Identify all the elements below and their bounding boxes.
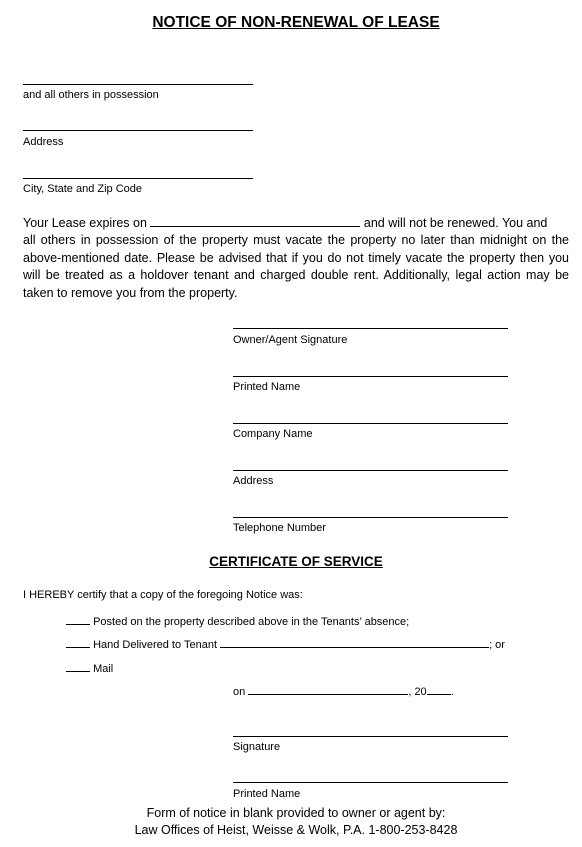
certificate-printed-name-label: Printed Name <box>233 788 301 800</box>
notice-first-line <box>23 214 569 232</box>
mail-checkbox-blank[interactable] <box>66 661 90 672</box>
year-period: . <box>450 686 454 698</box>
service-option-mail <box>66 661 113 675</box>
hand-delivered-tenant-blank[interactable] <box>220 637 489 648</box>
date-comma: , <box>408 686 412 698</box>
owner-signature-label: Owner/Agent Signature <box>233 334 348 346</box>
lease-expires-text: Your Lease expires on <box>23 216 147 230</box>
tenant-address-line[interactable] <box>23 130 253 131</box>
or-text: ; or <box>489 639 505 651</box>
tenant-city-label: City, State and Zip Code <box>23 183 143 195</box>
not-renewed-text: and will not be renewed. You and <box>363 216 548 230</box>
posted-checkbox-blank[interactable] <box>66 614 90 625</box>
service-date-blank[interactable] <box>248 684 408 695</box>
telephone-label: Telephone Number <box>233 522 326 534</box>
hand-delivered-option-label: Hand Delivered to Tenant <box>93 639 217 651</box>
tenant-name-label: and all others in possession <box>23 89 159 101</box>
hand-delivered-checkbox-blank[interactable] <box>66 637 90 648</box>
owner-signature-line[interactable] <box>233 328 508 329</box>
mail-option-label: Mail <box>93 663 114 675</box>
notice-paragraph <box>23 214 569 302</box>
document-title: NOTICE OF NON-RENEWAL OF LEASE <box>152 14 440 31</box>
tenant-name-line[interactable] <box>23 84 253 85</box>
posted-option-label: Posted on the property described above in the Tenants’ absence; <box>93 616 410 628</box>
company-name-label: Company Name <box>233 428 313 440</box>
telephone-line[interactable] <box>233 517 508 518</box>
certify-text: I HEREBY certify that a copy of the foregoing Notice was: <box>23 589 303 601</box>
service-option-posted <box>66 614 409 628</box>
company-name-line[interactable] <box>233 423 508 424</box>
certificate-signature-line[interactable] <box>233 736 508 737</box>
printed-name-label: Printed Name <box>233 381 301 393</box>
service-option-hand-delivered <box>66 637 505 651</box>
footer-line-2: Law Offices of Heist, Weisse & Wolk, P.A. 1-800-253-8428 <box>134 823 458 837</box>
tenant-city-line[interactable] <box>23 178 253 179</box>
footer-line-1: Form of notice in blank provided to owner or agent by: <box>146 806 446 820</box>
certificate-title: CERTIFICATE OF SERVICE <box>209 554 383 569</box>
on-label: on <box>233 686 246 698</box>
certificate-printed-name-line[interactable] <box>233 782 508 783</box>
service-year-blank[interactable] <box>427 684 451 695</box>
printed-name-line[interactable] <box>233 376 508 377</box>
certificate-signature-label: Signature <box>233 741 281 753</box>
owner-address-line[interactable] <box>233 470 508 471</box>
service-date-row <box>233 684 454 698</box>
notice-body-text: all others in possession of the property must vacate the property no later than midnight on the above-mentioned date. Please be advised that if you do not timely vacate the property then you will be treated as a holdover tenant and charged double rent. Additionally, legal action may be taken to remove you from the property. <box>23 233 569 300</box>
tenant-address-label: Address <box>23 136 64 148</box>
owner-address-label: Address <box>233 475 274 487</box>
lease-expiry-date-blank[interactable] <box>150 214 360 227</box>
year-prefix: 20 <box>414 686 427 698</box>
